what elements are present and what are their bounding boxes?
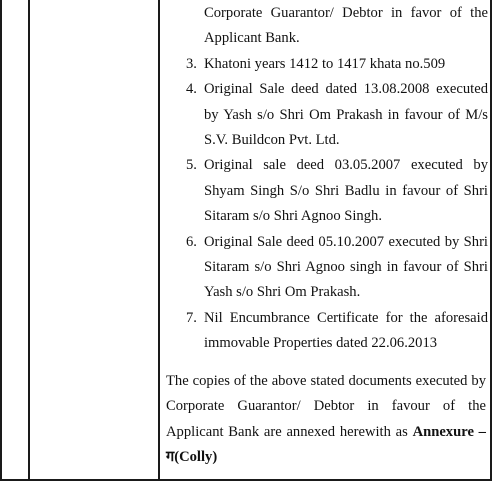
document-item-number: 5. [186, 157, 197, 174]
document-item-text: Original Sale deed dated 13.08.2008 executed by Yash s/o Shri Om Prakash in favour of M/s S.V. Buildcon Pvt. Ltd. [204, 81, 488, 149]
closing-text: The copies of the above stated documents executed by Corporate Guarantor/ Debtor in favour of the Applicant Bank are annexed herewith as [166, 372, 486, 440]
continued-item-text: Corporate Guarantor/ Debtor in favor of the Applicant Bank. [204, 5, 488, 47]
documents-list [166, 52, 488, 357]
document-item-number: 6. [186, 233, 197, 250]
document-item-4 [166, 77, 488, 153]
document-item-text: Original sale deed 03.05.2007 executed by Shyam Singh S/o Shri Badlu in favour of Shri Sitaram s/o Shri Agnoo Singh. [204, 157, 488, 225]
document-item-7 [166, 306, 488, 357]
closing-paragraph [166, 369, 488, 471]
table-column-divider-2 [158, 0, 160, 481]
document-item-number: 7. [186, 309, 197, 326]
table-border-left [0, 0, 2, 481]
documents-cell [166, 0, 488, 470]
table-column-divider-1 [28, 0, 30, 481]
document-item-text: Original Sale deed 05.10.2007 executed by Shri Sitaram s/o Shri Agnoo singh in favour of Shri Yash s/o Shri Om Prakash. [204, 233, 488, 301]
document-item-6 [166, 230, 488, 306]
document-item-text: Khatoni years 1412 to 1417 khata no.509 [204, 55, 446, 72]
document-item-number: 4. [186, 81, 197, 98]
document-item-5 [166, 153, 488, 229]
document-item-text: Nil Encumbrance Certificate for the aforesaid immovable Properties dated 22.06.2013 [204, 309, 488, 352]
document-item-number: 3. [186, 55, 197, 72]
document-item-3 [166, 52, 488, 77]
annexure-label: Annexure –ग(Colly) [166, 423, 486, 465]
